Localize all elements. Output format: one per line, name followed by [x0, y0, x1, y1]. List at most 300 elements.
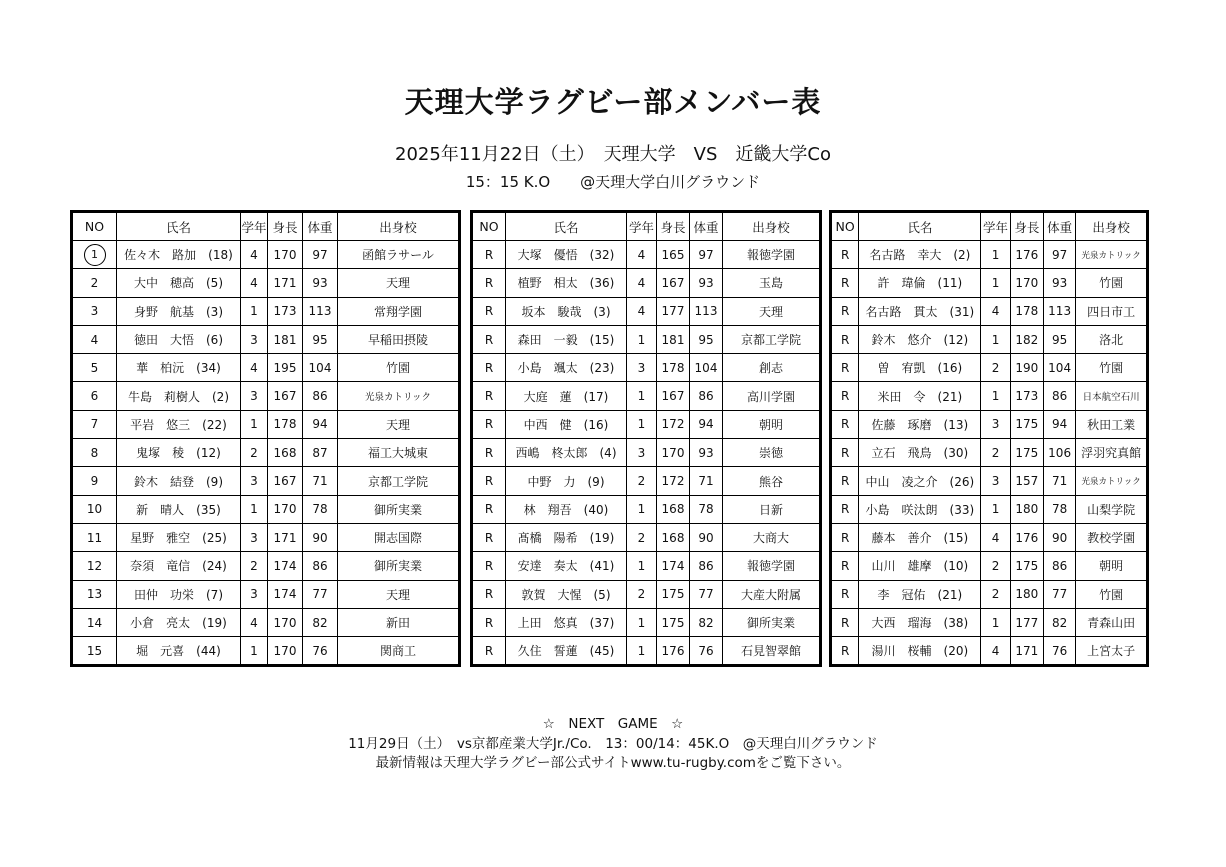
player-grade: 3 [241, 325, 268, 353]
player-number: R [831, 552, 859, 580]
player-height: 176 [1010, 523, 1043, 551]
table-row [831, 467, 1148, 495]
player-height: 165 [657, 241, 690, 269]
player-school: 光泉カトリック [1076, 241, 1148, 269]
player-height: 174 [268, 580, 303, 608]
player-number: R [472, 552, 506, 580]
player-grade: 4 [241, 269, 268, 297]
player-height: 175 [1010, 552, 1043, 580]
player-school: 京都工学院 [338, 467, 460, 495]
player-weight: 97 [303, 241, 338, 269]
player-height: 175 [1010, 410, 1043, 438]
player-weight: 95 [1043, 325, 1075, 353]
player-height: 171 [268, 523, 303, 551]
player-school: 開志国際 [338, 523, 460, 551]
player-grade: 1 [981, 325, 1010, 353]
player-grade: 3 [627, 439, 657, 467]
player-grade: 2 [241, 552, 268, 580]
player-school: 光泉カトリック [1076, 467, 1148, 495]
table-row [831, 297, 1148, 325]
player-school: 早稲田摂陵 [338, 325, 460, 353]
table-row [831, 354, 1148, 382]
player-school: 天理 [338, 269, 460, 297]
player-school: 洛北 [1076, 325, 1148, 353]
circled-number: 1 [84, 244, 106, 266]
website-info: 最新情報は天理大学ラグビー部公式サイトwww.tu-rugby.comをご覧下さい。 [375, 755, 851, 771]
table-row [472, 637, 821, 666]
player-height: 176 [1010, 241, 1043, 269]
player-school: 常翔学園 [338, 297, 460, 325]
player-weight: 86 [690, 382, 723, 410]
player-school: 日新 [723, 495, 821, 523]
player-name: 久住 誓蓮 (45) [506, 637, 627, 666]
player-school: 崇徳 [723, 439, 821, 467]
player-weight: 86 [303, 382, 338, 410]
player-height: 175 [657, 580, 690, 608]
next-game-detail: 11月29日（土） vs京都産業大学Jr./Co. 13：00/14：45K.O @天理白川グラウンド [348, 736, 878, 752]
player-height: 175 [1010, 439, 1043, 467]
player-grade: 1 [241, 637, 268, 666]
header-height: 身長 [657, 212, 690, 241]
player-weight: 86 [303, 552, 338, 580]
player-number: 10 [72, 495, 117, 523]
table-row [72, 552, 460, 580]
player-height: 177 [1010, 608, 1043, 636]
player-weight: 106 [1043, 439, 1075, 467]
player-grade: 4 [627, 269, 657, 297]
player-grade: 4 [241, 608, 268, 636]
player-weight: 113 [1043, 297, 1075, 325]
player-school: 高川学園 [723, 382, 821, 410]
player-grade: 4 [981, 297, 1010, 325]
player-name: 名古路 幸大 (2) [859, 241, 981, 269]
player-name: 中山 凌之介 (26) [859, 467, 981, 495]
table-row [831, 523, 1148, 551]
player-number: R [472, 410, 506, 438]
player-school: 秋田工業 [1076, 410, 1148, 438]
player-number: R [831, 410, 859, 438]
player-name: 上田 悠真 (37) [506, 608, 627, 636]
player-weight: 78 [303, 495, 338, 523]
player-grade: 2 [627, 580, 657, 608]
player-number [72, 241, 117, 269]
header-grade: 学年 [981, 212, 1010, 241]
table-row [472, 580, 821, 608]
player-name: 身野 航基 (3) [117, 297, 241, 325]
player-weight: 78 [690, 495, 723, 523]
table-row [472, 552, 821, 580]
player-height: 170 [268, 608, 303, 636]
table-row [831, 410, 1148, 438]
player-height: 178 [657, 354, 690, 382]
player-school: 朝明 [1076, 552, 1148, 580]
player-grade: 1 [241, 495, 268, 523]
player-name: 小島 颯太 (23) [506, 354, 627, 382]
table-row [472, 523, 821, 551]
player-number: R [472, 325, 506, 353]
header-no: NO [831, 212, 859, 241]
player-grade: 1 [981, 269, 1010, 297]
player-name: 鬼塚 稜 (12) [117, 439, 241, 467]
header-name: 氏名 [117, 212, 241, 241]
player-name: 鈴木 結登 (9) [117, 467, 241, 495]
header-height: 身長 [268, 212, 303, 241]
player-weight: 71 [690, 467, 723, 495]
player-school: 竹園 [1076, 580, 1148, 608]
player-grade: 1 [627, 325, 657, 353]
player-name: 堀 元喜 (44) [117, 637, 241, 666]
player-name: 湯川 桜輔 (20) [859, 637, 981, 666]
player-height: 172 [657, 410, 690, 438]
player-height: 167 [657, 269, 690, 297]
player-weight: 94 [690, 410, 723, 438]
player-number: R [831, 439, 859, 467]
player-number: 3 [72, 297, 117, 325]
player-number: 14 [72, 608, 117, 636]
player-name: 森田 一毅 (15) [506, 325, 627, 353]
table-row [472, 354, 821, 382]
player-height: 168 [657, 495, 690, 523]
player-number: 4 [72, 325, 117, 353]
player-school: 朝明 [723, 410, 821, 438]
player-grade: 1 [627, 410, 657, 438]
player-grade: 1 [627, 382, 657, 410]
player-school: 玉島 [723, 269, 821, 297]
player-weight: 95 [690, 325, 723, 353]
header-no: NO [472, 212, 506, 241]
player-number: R [472, 241, 506, 269]
player-school: 天理 [338, 580, 460, 608]
player-grade: 1 [981, 241, 1010, 269]
player-number: R [831, 382, 859, 410]
player-grade: 1 [241, 297, 268, 325]
player-weight: 95 [303, 325, 338, 353]
player-weight: 76 [1043, 637, 1075, 666]
starters-table [70, 210, 461, 667]
player-school: 竹園 [1076, 269, 1148, 297]
player-name: 許 瑋倫 (11) [859, 269, 981, 297]
player-weight: 86 [1043, 382, 1075, 410]
table-row [472, 410, 821, 438]
player-number: R [472, 382, 506, 410]
player-number: R [831, 637, 859, 666]
player-school: 新田 [338, 608, 460, 636]
player-weight: 93 [1043, 269, 1075, 297]
player-number: 12 [72, 552, 117, 580]
table-row [831, 241, 1148, 269]
player-name: 大西 瑠海 (38) [859, 608, 981, 636]
table-row [72, 354, 460, 382]
player-name: 林 翔吾 (40) [506, 495, 627, 523]
player-name: 星野 雅空 (25) [117, 523, 241, 551]
player-grade: 3 [241, 580, 268, 608]
player-height: 167 [657, 382, 690, 410]
table-row [72, 523, 460, 551]
player-name: 佐々木 路加 (18) [117, 241, 241, 269]
player-school: 天理 [723, 297, 821, 325]
header-height: 身長 [1010, 212, 1043, 241]
player-school: 上宮太子 [1076, 637, 1148, 666]
table-row [831, 439, 1148, 467]
player-height: 182 [1010, 325, 1043, 353]
player-school: 石見智翠館 [723, 637, 821, 666]
player-weight: 77 [1043, 580, 1075, 608]
player-name: 華 柏沅 (34) [117, 354, 241, 382]
player-grade: 3 [981, 410, 1010, 438]
match-line: 2025年11月22日（土） 天理大学 VS 近畿大学Co [395, 144, 831, 165]
player-school: 青森山田 [1076, 608, 1148, 636]
table-row [72, 297, 460, 325]
reserves-table-1 [470, 210, 822, 667]
player-weight: 86 [1043, 552, 1075, 580]
player-name: 米田 令 (21) [859, 382, 981, 410]
player-number: 2 [72, 269, 117, 297]
player-weight: 77 [690, 580, 723, 608]
header-school: 出身校 [723, 212, 821, 241]
player-school: 報徳学園 [723, 552, 821, 580]
player-grade: 1 [981, 608, 1010, 636]
header-name: 氏名 [506, 212, 627, 241]
player-weight: 113 [303, 297, 338, 325]
table-row [72, 410, 460, 438]
player-weight: 78 [1043, 495, 1075, 523]
player-school: 御所実業 [338, 552, 460, 580]
player-height: 157 [1010, 467, 1043, 495]
player-school: 教校学園 [1076, 523, 1148, 551]
player-number: R [472, 608, 506, 636]
player-grade: 1 [627, 495, 657, 523]
player-number: R [831, 325, 859, 353]
header-no: NO [72, 212, 117, 241]
player-number: R [472, 495, 506, 523]
player-school: 御所実業 [723, 608, 821, 636]
player-weight: 71 [303, 467, 338, 495]
table-row [72, 269, 460, 297]
table-row [472, 297, 821, 325]
player-weight: 71 [1043, 467, 1075, 495]
player-school: 福工大城東 [338, 439, 460, 467]
player-grade: 3 [981, 467, 1010, 495]
player-weight: 104 [690, 354, 723, 382]
player-grade: 4 [981, 637, 1010, 666]
player-grade: 4 [241, 354, 268, 382]
header-grade: 学年 [241, 212, 268, 241]
player-grade: 4 [241, 241, 268, 269]
player-weight: 97 [690, 241, 723, 269]
player-name: 藤本 善介 (15) [859, 523, 981, 551]
player-weight: 93 [690, 269, 723, 297]
table-row [831, 608, 1148, 636]
table-row [831, 580, 1148, 608]
player-height: 178 [1010, 297, 1043, 325]
player-school: 日本航空石川 [1076, 382, 1148, 410]
player-name: 髙橋 陽希 (19) [506, 523, 627, 551]
player-number: R [472, 523, 506, 551]
player-weight: 76 [303, 637, 338, 666]
player-grade: 2 [981, 552, 1010, 580]
player-name: 小倉 亮太 (19) [117, 608, 241, 636]
player-number: R [472, 467, 506, 495]
header-school: 出身校 [1076, 212, 1148, 241]
player-height: 171 [268, 269, 303, 297]
player-height: 170 [268, 495, 303, 523]
player-grade: 1 [981, 382, 1010, 410]
player-weight: 90 [303, 523, 338, 551]
player-height: 190 [1010, 354, 1043, 382]
table-row [831, 269, 1148, 297]
player-number: R [831, 297, 859, 325]
player-number: R [831, 523, 859, 551]
player-height: 175 [657, 608, 690, 636]
player-number: 8 [72, 439, 117, 467]
player-school: 天理 [338, 410, 460, 438]
player-height: 195 [268, 354, 303, 382]
player-height: 172 [657, 467, 690, 495]
player-height: 173 [268, 297, 303, 325]
player-name: 鈴木 悠介 (12) [859, 325, 981, 353]
page-title: 天理大学ラグビー部メンバー表 [404, 85, 822, 119]
player-height: 181 [657, 325, 690, 353]
player-height: 170 [268, 637, 303, 666]
player-school: 熊谷 [723, 467, 821, 495]
player-grade: 1 [627, 637, 657, 666]
player-school: 御所実業 [338, 495, 460, 523]
player-name: 中野 力 (9) [506, 467, 627, 495]
player-grade: 3 [241, 382, 268, 410]
table-row [472, 325, 821, 353]
next-game-heading: ☆ NEXT GAME ☆ [542, 716, 684, 732]
player-number: R [472, 269, 506, 297]
player-school: 創志 [723, 354, 821, 382]
player-number: R [472, 580, 506, 608]
player-school: 光泉カトリック [338, 382, 460, 410]
player-name: 奈須 竜信 (24) [117, 552, 241, 580]
player-weight: 93 [690, 439, 723, 467]
player-number: 5 [72, 354, 117, 382]
player-number: 6 [72, 382, 117, 410]
table-row [72, 608, 460, 636]
player-school: 四日市工 [1076, 297, 1148, 325]
player-grade: 1 [241, 410, 268, 438]
player-weight: 86 [690, 552, 723, 580]
table-header-row [831, 212, 1148, 241]
player-name: 田仲 功栄 (7) [117, 580, 241, 608]
header-weight: 体重 [303, 212, 338, 241]
table-row [472, 467, 821, 495]
player-height: 168 [268, 439, 303, 467]
table-row [72, 637, 460, 666]
player-weight: 76 [690, 637, 723, 666]
player-school: 大産大附属 [723, 580, 821, 608]
table-row [472, 382, 821, 410]
header-grade: 学年 [627, 212, 657, 241]
player-name: 中西 健 (16) [506, 410, 627, 438]
player-grade: 2 [627, 523, 657, 551]
player-grade: 3 [241, 523, 268, 551]
player-school: 関商工 [338, 637, 460, 666]
player-number: 7 [72, 410, 117, 438]
player-school: 函館ラサール [338, 241, 460, 269]
player-number: R [831, 580, 859, 608]
player-name: 大塚 優悟 (32) [506, 241, 627, 269]
player-school: 報徳学園 [723, 241, 821, 269]
player-number: R [472, 354, 506, 382]
kickoff-line: 15：15 K.O @天理大学白川グラウンド [465, 173, 761, 191]
table-row [72, 439, 460, 467]
table-header-row [472, 212, 821, 241]
header-name: 氏名 [859, 212, 981, 241]
table-row [831, 637, 1148, 666]
player-grade: 4 [627, 241, 657, 269]
player-grade: 2 [981, 580, 1010, 608]
player-number: R [472, 297, 506, 325]
player-school: 大商大 [723, 523, 821, 551]
player-school: 竹園 [338, 354, 460, 382]
player-height: 178 [268, 410, 303, 438]
player-height: 180 [1010, 495, 1043, 523]
player-name: 小島 咲汰朗 (33) [859, 495, 981, 523]
table-row [72, 241, 460, 269]
player-school: 浮羽究真館 [1076, 439, 1148, 467]
player-height: 170 [268, 241, 303, 269]
table-row [472, 269, 821, 297]
player-height: 177 [657, 297, 690, 325]
player-weight: 82 [690, 608, 723, 636]
player-height: 171 [1010, 637, 1043, 666]
player-weight: 93 [303, 269, 338, 297]
header-weight: 体重 [690, 212, 723, 241]
player-name: 曽 宥凱 (16) [859, 354, 981, 382]
player-name: 大庭 蓮 (17) [506, 382, 627, 410]
player-name: 李 冠佑 (21) [859, 580, 981, 608]
player-grade: 1 [627, 608, 657, 636]
table-row [72, 382, 460, 410]
table-row [472, 439, 821, 467]
player-name: 敦賀 大惺 (5) [506, 580, 627, 608]
player-weight: 113 [690, 297, 723, 325]
player-name: 佐藤 琢磨 (13) [859, 410, 981, 438]
table-row [72, 467, 460, 495]
player-weight: 94 [303, 410, 338, 438]
player-number: 13 [72, 580, 117, 608]
player-height: 176 [657, 637, 690, 666]
player-school: 竹園 [1076, 354, 1148, 382]
player-name: 名古路 貫太 (31) [859, 297, 981, 325]
player-grade: 3 [627, 354, 657, 382]
player-grade: 2 [981, 354, 1010, 382]
player-name: 植野 相太 (36) [506, 269, 627, 297]
player-name: 山川 雄摩 (10) [859, 552, 981, 580]
player-number: R [831, 269, 859, 297]
player-number: R [831, 608, 859, 636]
player-name: 坂本 駿哉 (3) [506, 297, 627, 325]
table-row [831, 552, 1148, 580]
player-name: 西嶋 柊太郎 (4) [506, 439, 627, 467]
player-name: 大中 穂高 (5) [117, 269, 241, 297]
player-grade: 4 [981, 523, 1010, 551]
player-grade: 3 [241, 467, 268, 495]
player-name: 平岩 悠三 (22) [117, 410, 241, 438]
table-row [831, 382, 1148, 410]
player-name: 安達 奏太 (41) [506, 552, 627, 580]
table-row [72, 325, 460, 353]
table-row [72, 495, 460, 523]
player-grade: 1 [981, 495, 1010, 523]
player-height: 181 [268, 325, 303, 353]
player-weight: 90 [1043, 523, 1075, 551]
player-height: 170 [657, 439, 690, 467]
player-grade: 2 [241, 439, 268, 467]
